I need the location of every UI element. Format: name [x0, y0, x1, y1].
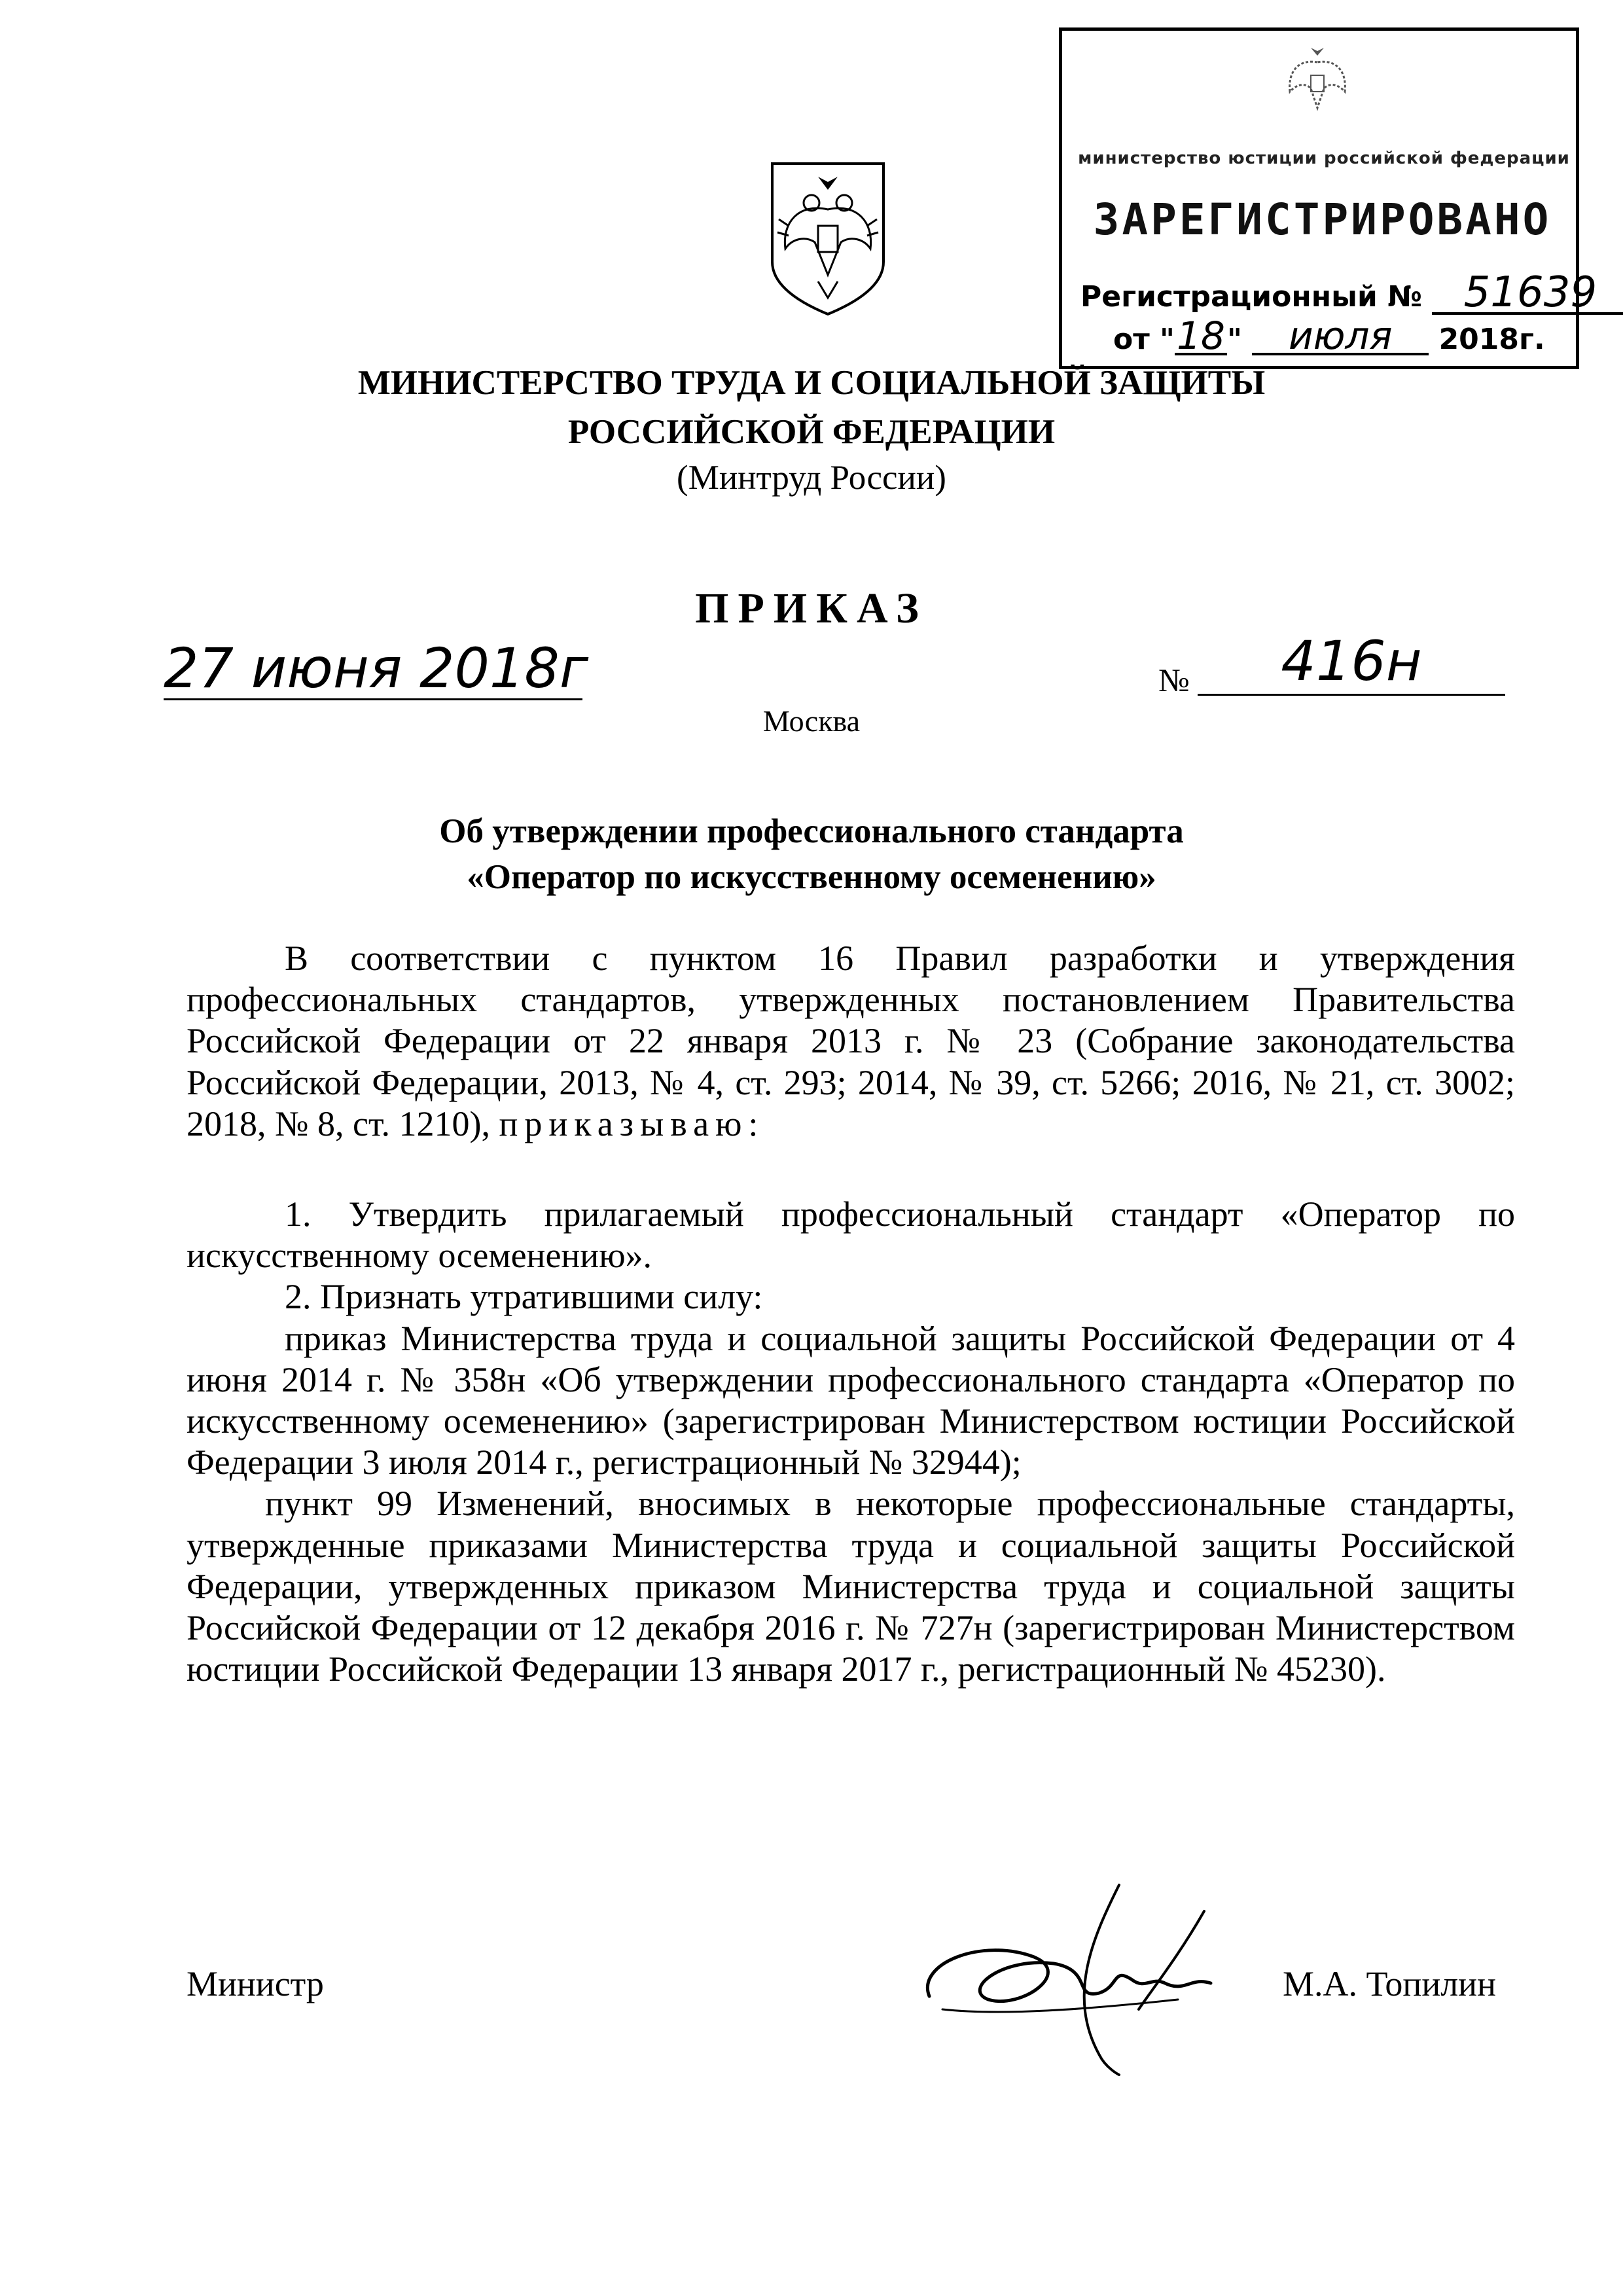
- stamp-reg-label: Регистрационный №: [1080, 280, 1423, 314]
- preamble-paragraph: [187, 938, 1515, 1145]
- city: Москва: [762, 704, 861, 738]
- ministry-short-name: (Минтруд России): [677, 459, 946, 497]
- item-2: 2. Признать утратившими силу:: [285, 1277, 763, 1317]
- item-1: 1. Утвердить прилагаемый профессиональный стандарт «Оператор по искусственному осеменению».: [187, 1194, 1515, 1276]
- ministry-name-line1: МИНИСТЕРСТВО ТРУДА И СОЦИАЛЬНОЙ ЗАЩИТЫ: [357, 364, 1266, 402]
- preamble-text: В соответствии с пунктом 16 Правил разработки и утверждения профессиональных стандартов, утвержденных постановлением Правительства Российской Федерации от 22 января 2013 г. № 23 (Собрание законодательства Российской Федерации, 2013, № 4, ст. 293; 2014, № 39, ст. 5266; 2016, № 21, ст. 3002; 2018, № 8, ст. 1210),: [187, 939, 1515, 1143]
- item-2-a: приказ Министерства труда и социальной защиты Российской Федерации от 4 июня 2014 г. № 358н «Об утверждении профессионального стандарта «Оператор по искусственному осеменению» (зарегистрирован Министерством юстиции Российской Федерации 3 июля 2014 г., регистрационный № 32944);: [187, 1318, 1515, 1482]
- order-title-line2: «Оператор по искусственному осеменению»: [467, 858, 1156, 896]
- signatory-name: М.А. Топилин: [1283, 1964, 1496, 2003]
- document-type: ПРИКАЗ: [695, 584, 928, 632]
- order-body: [187, 938, 1515, 1690]
- handwritten-signature-icon: [903, 1859, 1243, 2094]
- item-2-b: пункт 99 Изменений, вносимых в некоторые профессиональные стандарты, утвержденные приказами Министерства труда и социальной защиты Российской Федерации, утвержденных приказом Министерства труда и социальной защиты Российской Федерации от 12 декабря 2016 г. № 727н (зарегистрирован Министерством юстиции Российской Федерации 13 января 2017 г., регистрационный № 45230).: [187, 1484, 1515, 1689]
- stamp-status: ЗАРЕГИСТРИРОВАНО: [1093, 194, 1552, 245]
- signatory-position: Министр: [187, 1964, 324, 2003]
- stamp-date-month: июля: [1252, 319, 1429, 355]
- stamp-reg-line: [1080, 268, 1623, 317]
- coat-of-arms-emblem: [753, 151, 903, 321]
- order-date: 27 июня 2018г: [164, 636, 588, 700]
- stamp-reg-number: 51639: [1432, 273, 1623, 315]
- stamp-emblem-icon: [1272, 43, 1363, 128]
- ministry-name-line2: РОССИЙСКОЙ ФЕДЕРАЦИИ: [567, 413, 1056, 451]
- registration-stamp: [1059, 27, 1597, 369]
- stamp-ministry: министерство юстиции российской федерации: [1078, 149, 1570, 168]
- order-number: 416н: [1198, 628, 1505, 696]
- order-word: приказываю:: [499, 1103, 765, 1143]
- stamp-date-day: 18: [1175, 319, 1227, 355]
- stamp-date-line: от "18" июля 2018г.: [1113, 314, 1545, 358]
- order-title-line1: Об утверждении профессионального стандарта: [439, 812, 1184, 850]
- stamp-date-prefix: от: [1113, 323, 1150, 356]
- order-number-label: №: [1158, 662, 1190, 698]
- stamp-date-year: 2018г.: [1438, 323, 1545, 356]
